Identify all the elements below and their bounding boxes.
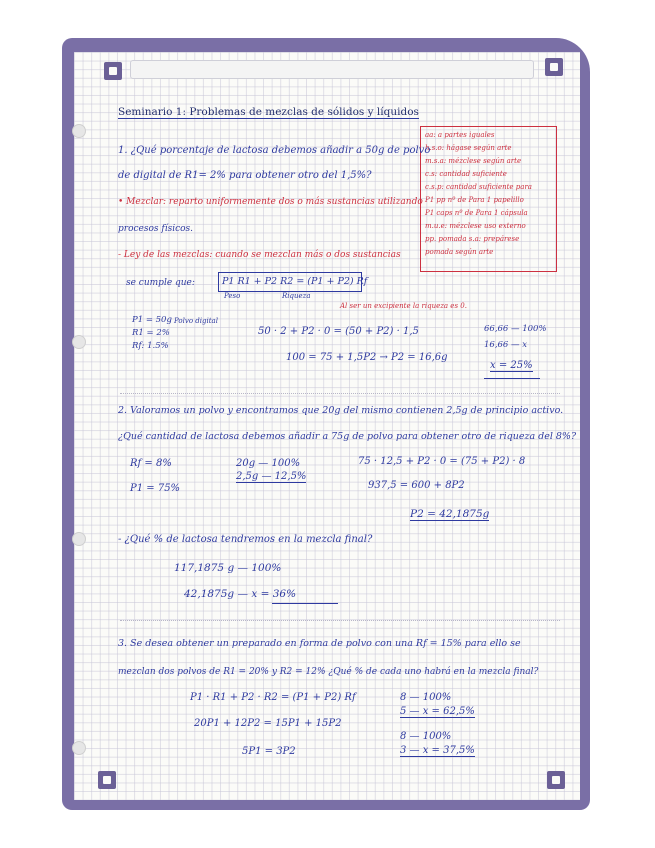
- equation-line: 75 · 12,5 + P2 · 0 = (75 + P2) · 8: [358, 456, 526, 467]
- corner-marker-bottom-right: [547, 771, 565, 789]
- definition-text: procesos físicos.: [118, 224, 194, 234]
- rule-of-three: 2,5g — 12,5%: [236, 471, 307, 482]
- answer-underline: [272, 603, 338, 604]
- red-note: Al ser un excipiente la riqueza es 0.: [340, 302, 467, 310]
- problem-3-question: mezclan dos polvos de R1 = 20% y R2 = 12% ¿Qué % de cada uno habrá en la mezcla final?: [118, 667, 539, 677]
- result-answer: P2 = 42,1875g: [410, 508, 490, 520]
- legend-item: P1 caps nº de Para 1 cápsula: [425, 209, 528, 217]
- equation-line: 20P1 + 12P2 = 15P1 + 15P2: [194, 718, 342, 729]
- legend-item: c.s: cantidad suficiente: [425, 170, 507, 178]
- binder-hole: [72, 741, 86, 755]
- legend-item: m.u.e: mézclese uso externo: [425, 222, 526, 230]
- equation-line: 100 = 75 + 1,5P2 → P2 = 16,6g: [286, 352, 448, 363]
- rule-of-three: 20g — 100%: [236, 458, 301, 469]
- data-line: Rf: 1.5%: [132, 341, 169, 351]
- section-divider: [120, 393, 560, 394]
- result-answer: x = 25%: [490, 360, 533, 371]
- legend-item: P1 pp nº de Para 1 papelillo: [425, 196, 524, 204]
- section-divider: [120, 620, 560, 621]
- mixture-formula: P1 R1 + P2 R2 = (P1 + P2) Rf: [222, 276, 368, 287]
- problem-1-question: 1. ¿Qué porcentaje de lactosa debemos añadir a 50g de polvo: [118, 145, 431, 156]
- law-text: se cumple que:: [126, 278, 195, 288]
- equation-line: 50 · 2 + P2 · 0 = (50 + P2) · 1,5: [258, 326, 419, 337]
- equation-line: 5P1 = 3P2: [242, 746, 296, 757]
- result-answer: 5 — x = 62,5%: [400, 706, 475, 717]
- rule-of-three: 66,66 — 100%: [484, 324, 547, 334]
- problem-3-question: 3. Se desea obtener un preparado en forma de polvo con una Rf = 15% para ello se: [118, 638, 521, 649]
- corner-marker-bottom-left: [98, 771, 116, 789]
- problem-2-question: 2. Valoramos un polvo y encontramos que 20g del mismo contienen 2,5g de principio activo.: [118, 405, 564, 416]
- problem-2-subquestion: - ¿Qué % de lactosa tendremos en la mezcla final?: [118, 534, 373, 545]
- binder-hole: [72, 335, 86, 349]
- formula-note-peso: Peso: [224, 292, 241, 300]
- formula-note-riqueza: Riqueza: [282, 292, 311, 300]
- corner-marker-top-right: [545, 58, 563, 76]
- legend-item: c.s.p: cantidad suficiente para: [425, 183, 532, 191]
- definition-mezclar: • Mezclar: reparto uniformemente dos o más sustancias utilizando: [118, 197, 423, 207]
- data-line: Rf = 8%: [130, 458, 172, 469]
- law-of-mixtures: - Ley de las mezclas: cuando se mezclan más o dos sustancias: [118, 250, 401, 260]
- page-title: Seminario 1: Problemas de mezclas de sólidos y líquidos: [118, 106, 419, 118]
- equation-line: P1 · R1 + P2 · R2 = (P1 + P2) Rf: [190, 692, 356, 703]
- problem-1-question: de digital de R1= 2% para obtener otro del 1,5%?: [118, 170, 372, 181]
- legend-item: pomada según arte: [425, 248, 494, 256]
- data-line: P1 = 50g: [132, 315, 172, 325]
- result-answer: 3 — x = 37,5%: [400, 745, 475, 756]
- corner-marker-top-left: [104, 62, 122, 80]
- legend-item: m.s.a: mézclese según arte: [425, 157, 522, 165]
- rule-of-three: 8 — 100%: [400, 692, 452, 703]
- data-line: R1 = 2%: [132, 328, 170, 338]
- legend-item: h.s.o: hágase según arte: [425, 144, 512, 152]
- rule-of-three: 42,1875g — x = 36%: [184, 588, 297, 600]
- data-line: P1 = 75%: [130, 483, 181, 494]
- rule-of-three: 16,66 — x: [484, 340, 528, 350]
- rule-of-three: 8 — 100%: [400, 731, 452, 742]
- binder-hole: [72, 124, 86, 138]
- legend-item: aa: a partes iguales: [425, 131, 495, 139]
- header-strip: [130, 60, 534, 79]
- problem-2-question: ¿Qué cantidad de lactosa debemos añadir a 75g de polvo para obtener otro de riqueza del 8%?: [118, 431, 577, 442]
- rule-of-three: 117,1875 g — 100%: [174, 562, 282, 574]
- data-note: Polvo digital: [174, 317, 218, 325]
- answer-underline: [484, 378, 540, 379]
- binder-hole: [72, 532, 86, 546]
- equation-line: 937,5 = 600 + 8P2: [368, 480, 465, 491]
- legend-item: pp. pomada s.a: prepárese: [425, 235, 520, 243]
